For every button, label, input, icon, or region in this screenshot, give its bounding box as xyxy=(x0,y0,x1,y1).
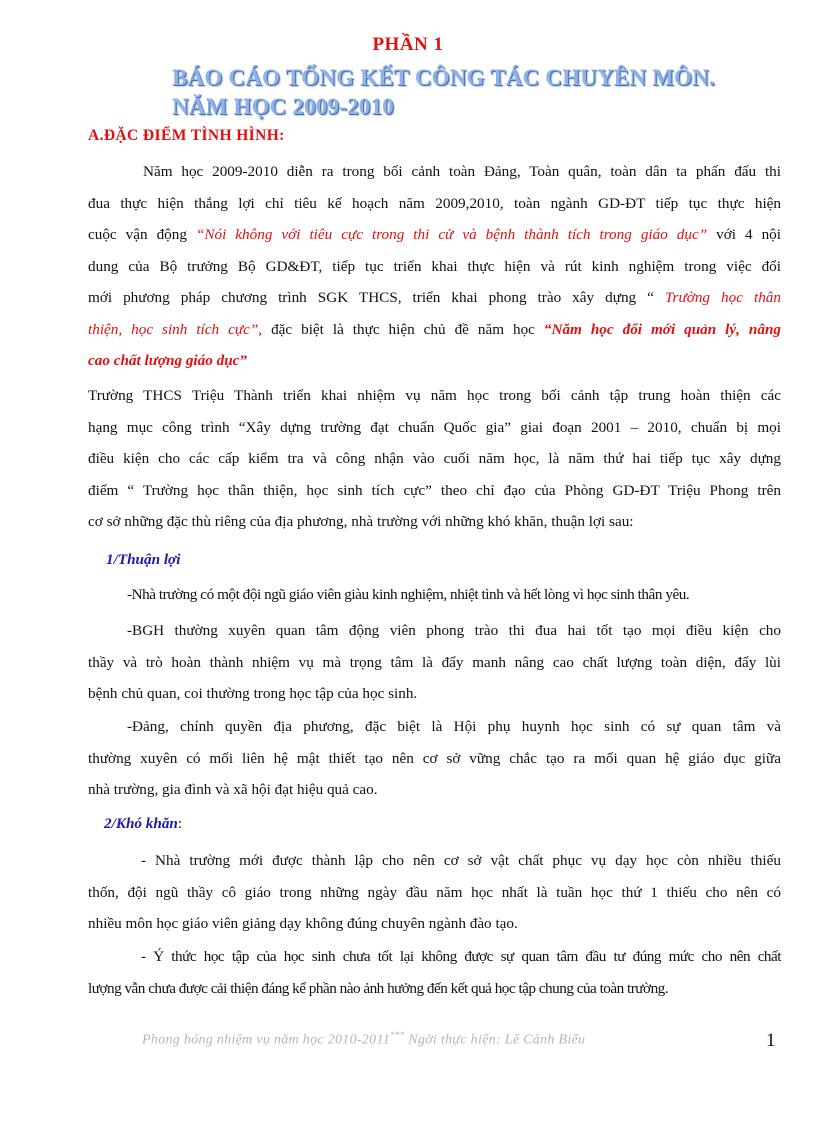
difficulties-heading: 2/Khó khăn: xyxy=(104,815,183,832)
para-line: đua thực hiện thắng lợi chỉ tiêu kế hoạch năm 2009,2010, toàn ngành GD-ĐT tiếp tục thực hiện xyxy=(88,194,781,212)
difficulty-item-1 xyxy=(88,845,781,940)
page-footer: Phong hóng nhiệm vụ năm học 2010-2011*** Ngời thực hiện: Lê Cảnh Biểu xyxy=(142,1030,586,1048)
advantage-item-3 xyxy=(88,711,781,806)
movement-quote-cont: thiện, học sinh tích cực”, xyxy=(88,320,263,338)
section-a-heading: A.ĐẶC ĐIỂM TÌNH HÌNH: xyxy=(88,127,285,144)
para-line: bệnh chủ quan, coi thường trong học tập của học sinh. xyxy=(88,685,418,702)
para-line: lượng vẫn chưa được cải thiện đáng kể phần nào ảnh hưởng đến kết quả học tập chung của toàn trường. xyxy=(88,979,669,997)
year-theme-quote: “Năm học đổi mới quản lý, nâng xyxy=(543,320,781,338)
report-title-line2: NĂM HỌC 2009-2010 xyxy=(172,94,394,119)
para-line: cơ sở những đặc thù riêng của địa phương, nhà trường với những khó khăn, thuận lợi sau: xyxy=(88,513,634,530)
campaign-quote: “Nói không với tiêu cực trong thi cử và bệnh thành tích trong giáo dục” xyxy=(195,226,708,243)
paragraph-school xyxy=(88,380,781,538)
movement-quote: Trường học thân xyxy=(664,289,781,306)
para-line: Trường THCS Triệu Thành triển khai nhiệm vụ năm học trong bối cảnh tập trung hoàn thiện các xyxy=(88,387,781,404)
para-line: thốn, đội ngũ thầy cô giáo trong những ngày đầu năm học nhất là tuần học thứ 1 thiếu cho nên có xyxy=(88,883,781,901)
para-line: -Đảng, chính quyền địa phương, đặc biệt là Hội phụ huynh học sinh có sự quan tâm và xyxy=(127,718,781,735)
para-line: nhà trường, gia đình và xã hội đạt hiệu quả cao. xyxy=(88,781,378,798)
advantage-item-2 xyxy=(88,615,781,710)
para-line: mới phương pháp chương trình SGK THCS, triển khai phong trào xây dựng “ Trường học thân xyxy=(88,289,781,306)
page-number: 1 xyxy=(766,1030,776,1051)
para-line: cuộc vận động “Nói không với tiêu cực trong thi cử và bệnh thành tích trong giáo dục” với 4 nội xyxy=(88,226,781,243)
para-line: thiện, học sinh tích cực”, đặc biệt là thực hiện chủ đề năm học “Năm học đổi mới quản lý, nâng xyxy=(88,320,781,338)
para-line: Năm học 2009-2010 diễn ra trong bối cảnh toàn Đảng, Toàn quân, toàn dân ta phấn đấu thi xyxy=(143,163,781,180)
para-line xyxy=(88,345,781,377)
part-label: PHẦN 1 xyxy=(372,34,444,55)
para-line: thầy và trò hoàn thành nhiệm vụ mà trọng tâm là đẩy manh nâng cao chất lượng toàn diện, đẩy lùi xyxy=(88,653,781,671)
para-line: -BGH thường xuyên quan tâm động viên phong trào thi đua hai tốt tạo mọi điều kiện cho xyxy=(127,622,781,639)
para-line: -Nhà trường có một đội ngũ giáo viên giàu kinh nghiệm, nhiệt tình và hết lòng vì học sinh thân yêu. xyxy=(127,586,690,603)
paragraph-context xyxy=(88,156,781,377)
para-line: điểm “ Trường học thân thiện, học sinh tích cực” theo chỉ đạo của Phòng GD-ĐT Triệu Phong trên xyxy=(88,481,781,499)
para-line: - Nhà trường mới được thành lập cho nên cơ sở vật chất phục vụ dạy học còn nhiều thiếu xyxy=(141,852,781,869)
para-line: - Ý thức học tập của học sinh chưa tốt lại không được sự quan tâm đầu tư đúng mức cho nên chất xyxy=(141,948,781,965)
para-line: nhiều môn học giáo viên giảng dạy không đúng chuyên ngành đào tạo. xyxy=(88,915,518,932)
para-line: điều kiện cho các cấp kiểm tra và công nhận vào cuối năm học, là năm thứ hai tiếp tục xây dựng xyxy=(88,450,781,467)
year-theme-quote-cont: cao chất lượng giáo dục” xyxy=(88,352,248,369)
report-title-line1: BÁO CÁO TỔNG KẾT CÔNG TÁC CHUYÊN MÔN. xyxy=(172,65,715,90)
advantage-item-1 xyxy=(127,579,767,611)
difficulty-item-2 xyxy=(88,941,781,1004)
para-line: thường xuyên có mối liên hệ mật thiết tạo nên cơ sở vững chắc tạo ra mối quan hệ giáo dục giữa xyxy=(88,749,781,767)
advantages-heading: 1/Thuận lợi xyxy=(106,551,181,568)
para-line: hạng mục công trình “Xây dựng trường đạt chuẩn Quốc gia” giai đoạn 2001 – 2010, chuẩn bị mọi xyxy=(88,418,781,436)
para-line: dung của Bộ trưởng Bộ GD&ĐT, tiếp tục triển khai thực hiện và rút kinh nghiệm trong việc đổi xyxy=(88,257,781,275)
